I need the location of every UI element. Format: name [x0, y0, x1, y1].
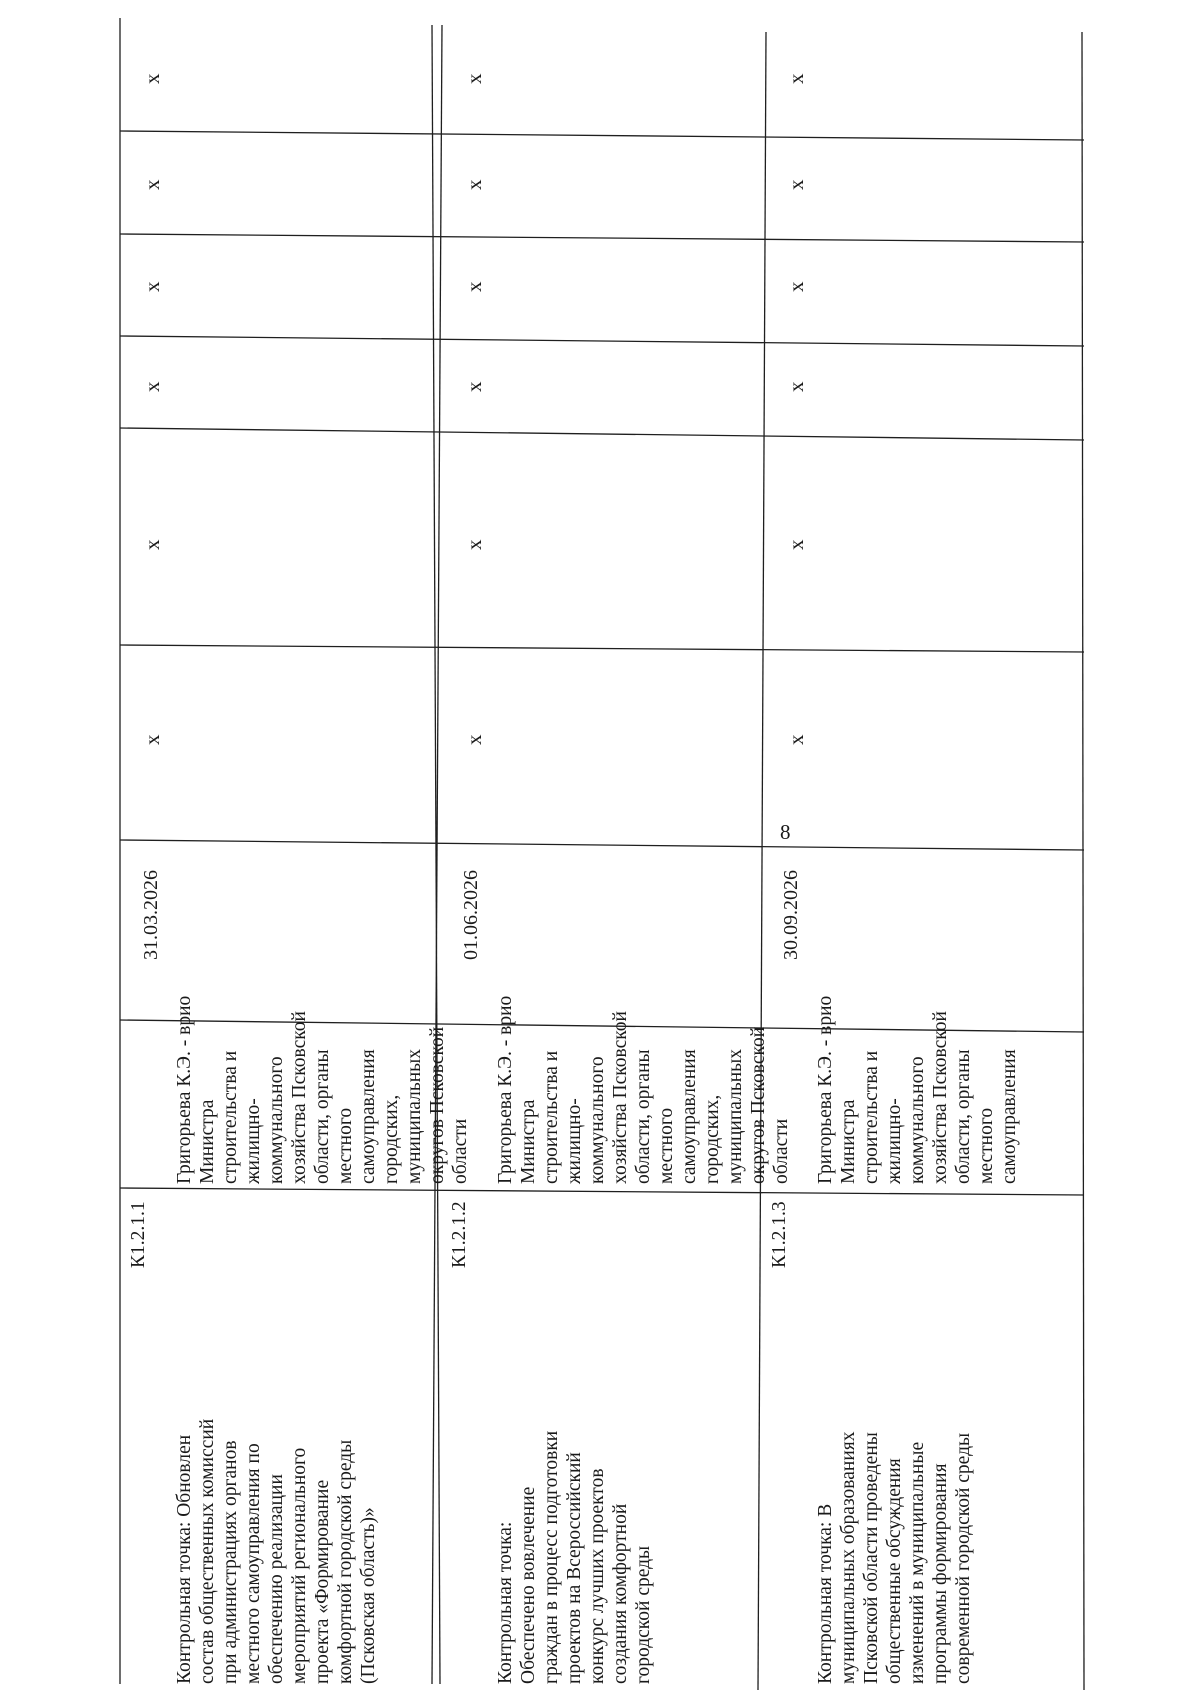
row-responsible: Григорьева К.Э. - врио Министра строительства и жилищно- коммунального хозяйства Псковской области, органы местного самоуправления городских, муниципальных округов Псковской области: [174, 995, 471, 1184]
row-mark: х: [462, 73, 486, 84]
row-responsible: Григорьева К.Э. - врио Министра строительства и жилищно- коммунального хозяйства Псковской области, органы местного самоуправления городских, муниципальных округов Псковской области: [495, 995, 792, 1184]
row-mark: х: [140, 539, 164, 550]
row-mark: х: [784, 381, 808, 392]
row-mark: х: [462, 734, 486, 745]
row-responsible: Григорьева К.Э. - врио Министра строительства и жилищно- коммунального хозяйства Псковской области, органы местного самоуправления: [815, 995, 1020, 1184]
row-mark: х: [784, 539, 808, 550]
row-mark: х: [140, 281, 164, 292]
row-mark: х: [784, 73, 808, 84]
row-mark: х: [462, 539, 486, 550]
row-mark: х: [784, 179, 808, 190]
row-mark: х: [462, 381, 486, 392]
row-description: Контрольная точка: В муниципальных образованиях Псковской области проведены общественные обсуждения изменений в муниципальные программы формирования современной городской среды: [815, 1431, 974, 1684]
row-description: Контрольная точка: Обновлен состав общественных комиссий при администрациях органов местного самоуправления по обеспечению реализации мероприятий регионального проекта «Формирование комфортной городской среды (Псковская область)»: [174, 1418, 379, 1684]
page-number: 8: [780, 820, 791, 844]
row-mark: х: [784, 734, 808, 745]
row-code: К1.2.1.3: [769, 1201, 790, 1268]
row-code: К1.2.1.1: [128, 1201, 149, 1268]
row-date: 01.06.2026: [460, 870, 482, 960]
row-code: К1.2.1.2: [449, 1201, 470, 1268]
row-date: 30.09.2026: [780, 870, 802, 960]
row-mark: х: [784, 281, 808, 292]
row-mark: х: [140, 73, 164, 84]
row-mark: х: [462, 179, 486, 190]
row-mark: х: [140, 179, 164, 190]
row-mark: х: [462, 281, 486, 292]
row-mark: х: [140, 734, 164, 745]
row-date: 31.03.2026: [140, 870, 162, 960]
row-description: Контрольная точка: Обеспечено вовлечение граждан в процесс подготовки проектов на Всероссийский конкурс лучших проектов создания комфортной городской среды: [495, 1430, 654, 1684]
row-mark: х: [140, 381, 164, 392]
